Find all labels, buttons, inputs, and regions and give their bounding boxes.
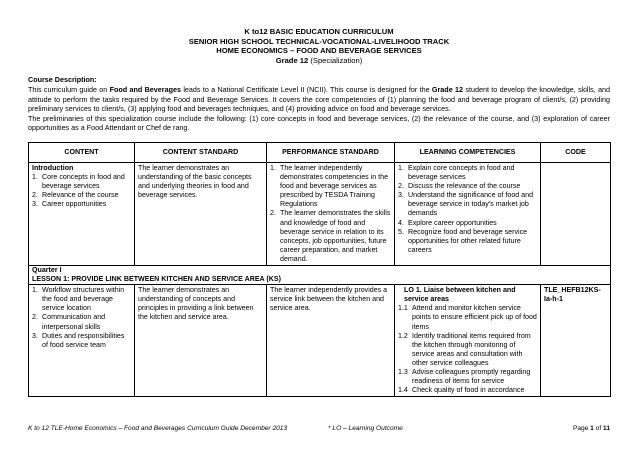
list-item — [398, 332, 537, 368]
list-number: 1.4 — [398, 386, 408, 395]
list-text: Explain core concepts in food and beverage services — [408, 163, 515, 182]
lesson1-code-cell: TLE_HEFB12KS-Ia-h-1 — [541, 285, 611, 397]
intro-content-cell — [29, 162, 135, 265]
list-item — [398, 304, 537, 331]
curriculum-table — [28, 142, 611, 397]
page-current: 1 — [590, 425, 594, 432]
desc-bold-grade: Grade 12 — [431, 84, 464, 94]
list-number: 1. — [398, 163, 404, 172]
list-number: 1. — [32, 173, 38, 182]
list-item — [32, 286, 131, 313]
list-text: Recognize food and beverage service opportunities for other related future careers — [408, 227, 528, 254]
quarter-row — [29, 265, 611, 284]
list-number: 3. — [398, 191, 404, 200]
list-item — [398, 164, 537, 182]
table-row — [29, 285, 611, 397]
document-header — [28, 0, 610, 65]
intro-competencies-cell — [395, 162, 541, 265]
list-item — [398, 219, 537, 228]
list-item — [32, 313, 131, 331]
intro-competency-list — [398, 164, 537, 255]
list-item — [32, 332, 131, 350]
lesson1-competencies-cell — [395, 285, 541, 397]
list-text: Communication and interpersonal skills — [42, 313, 106, 331]
course-description-paragraph-2: The preliminaries of this specialization course include the following: (1) core concepts in food and beverage services, (2) the relevance of the course, and (3) exploration of career opportunities as a Food Attendant or Chef de rang. — [28, 113, 610, 133]
header-content-standard: CONTENT STANDARD — [135, 142, 267, 162]
page-number — [573, 425, 610, 432]
list-number: 1.1 — [398, 304, 408, 313]
list-text: Core concepts in food and beverage services — [42, 173, 125, 191]
list-item — [270, 209, 391, 264]
course-description-paragraph-1 — [28, 85, 610, 114]
intro-title: Introduction — [32, 163, 74, 172]
lesson1-content-cell — [29, 285, 135, 397]
header-line-1: K to12 BASIC EDUCATION CURRICULUM — [244, 27, 394, 36]
intro-code-cell — [541, 162, 611, 265]
grade-note: (Specialization) — [310, 55, 363, 65]
list-item — [398, 386, 537, 395]
list-number: 2. — [270, 209, 276, 218]
course-description-title: Course Description: — [28, 75, 97, 85]
table-header-row — [29, 142, 611, 162]
desc-text: leads to a National Certificate Level II (NCII). This course is designed for the — [180, 84, 432, 94]
grade-label: Grade 12 — [275, 55, 309, 65]
desc-text: student to develop the knowledge, skills, and attitude to perform the tasks required by the Food and Beverage Services. It covers the core competencies of (1) planning the food and beverage program of client/s, (2) providing preliminary services to client/s, (3) applying food and beverages techniques, and (4) providing advice on food and beverage services. — [28, 84, 610, 114]
lesson1-competency-list — [398, 304, 537, 395]
learning-outcome-title: LO 1. Liaise between kitchen and service areas — [404, 286, 516, 304]
list-text: Identify traditional items required from the kitchen through monitoring of service areas and consultation with other service colleagues — [412, 331, 531, 367]
list-number: 4. — [398, 218, 404, 227]
list-item — [398, 191, 537, 218]
quarter-text: Quarter I — [32, 265, 62, 274]
list-text: Career opportunities — [42, 200, 107, 209]
list-item — [398, 228, 537, 255]
list-number: 1. — [270, 163, 276, 172]
header-line-2: SENIOR HIGH SCHOOL TECHNICAL-VOCATIONAL-LIVELIHOOD TRACK — [188, 36, 450, 46]
list-number: 3. — [32, 200, 38, 209]
list-number: 2. — [398, 182, 404, 191]
page-of: of — [593, 425, 604, 432]
intro-content-list — [32, 173, 131, 209]
list-text: Advise colleagues promptly regarding readiness of items for service — [412, 368, 531, 386]
header-learning-competencies: LEARNING COMPETENCIES — [395, 142, 541, 162]
list-text: Discuss the relevance of the course — [408, 182, 521, 191]
list-text: Check quality of food in accordance — [412, 386, 525, 395]
intro-performance-list — [270, 164, 391, 264]
list-text: Understand the significance of food and beverage service in today's market job demands — [408, 191, 534, 218]
list-item — [398, 368, 537, 386]
header-content: CONTENT — [29, 142, 135, 162]
list-text: The learner demonstrates the skills and knowledge of food and beverage service in relation to its concepts, job opportunities, future career preparation, and market demand. — [280, 209, 391, 263]
list-text: Workflow structures within the food and beverage service location — [42, 286, 125, 313]
course-description — [28, 75, 610, 133]
lesson1-content-list — [32, 286, 131, 350]
list-text: Attend and monitor kitchen service points to ensure efficient pick up of food items — [412, 304, 537, 331]
list-number: 2. — [32, 191, 38, 200]
list-item — [32, 173, 131, 191]
list-number: 5. — [398, 227, 404, 236]
list-item — [270, 164, 391, 209]
page-total: 11 — [603, 425, 610, 432]
intro-performance-standard-cell — [267, 162, 395, 265]
desc-text: This curriculum guide on — [28, 84, 110, 94]
lesson1-content-standard-cell: The learner demonstrates an understanding of concepts and principles in providing a link between the kitchen and service area. — [135, 285, 267, 397]
footer-legend: * LO – Learning Outcome — [328, 425, 403, 432]
header-performance-standard: PERFORMANCE STANDARD — [267, 142, 395, 162]
header-code: CODE — [541, 142, 611, 162]
list-number: 3. — [32, 331, 38, 340]
list-text: Explore career opportunities — [408, 218, 497, 227]
list-text: Relevance of the course — [42, 191, 119, 200]
list-number: 1.3 — [398, 368, 408, 376]
header-line-3: HOME ECONOMICS – FOOD AND BEVERAGE SERVICES — [216, 46, 422, 56]
table-row — [29, 162, 611, 265]
footer-guide-title: K to 12 TLE-Home Economics – Food and Beverages Curriculum Guide December 2013 — [28, 425, 288, 432]
page-footer — [28, 425, 610, 432]
list-number: 2. — [32, 313, 38, 322]
lesson-title: LESSON 1: PROVIDE LINK BETWEEN KITCHEN AND SERVICE AREA (KS) — [32, 275, 281, 284]
quarter-label — [29, 265, 611, 284]
list-text: The learner independently demonstrates competencies in the food and beverage services as prescribed by TESDA Training Regulations — [280, 163, 389, 209]
lesson1-performance-standard-cell: The learner independently provides a service link between the kitchen and service area. — [267, 285, 395, 397]
intro-content-standard-cell: The learner demonstrates an understanding of the basic concepts and underlying theories in food and beverage services. — [135, 162, 267, 265]
list-item — [398, 182, 537, 191]
desc-bold-course: Food and Beverages — [109, 84, 181, 94]
list-item — [32, 191, 131, 200]
list-number: 1.2 — [398, 331, 408, 340]
header-grade — [28, 56, 610, 66]
page-prefix: Page — [572, 425, 591, 432]
list-text: Duties and responsibilities of food service team — [42, 331, 125, 349]
list-item — [32, 200, 131, 209]
list-number: 1. — [32, 286, 38, 295]
